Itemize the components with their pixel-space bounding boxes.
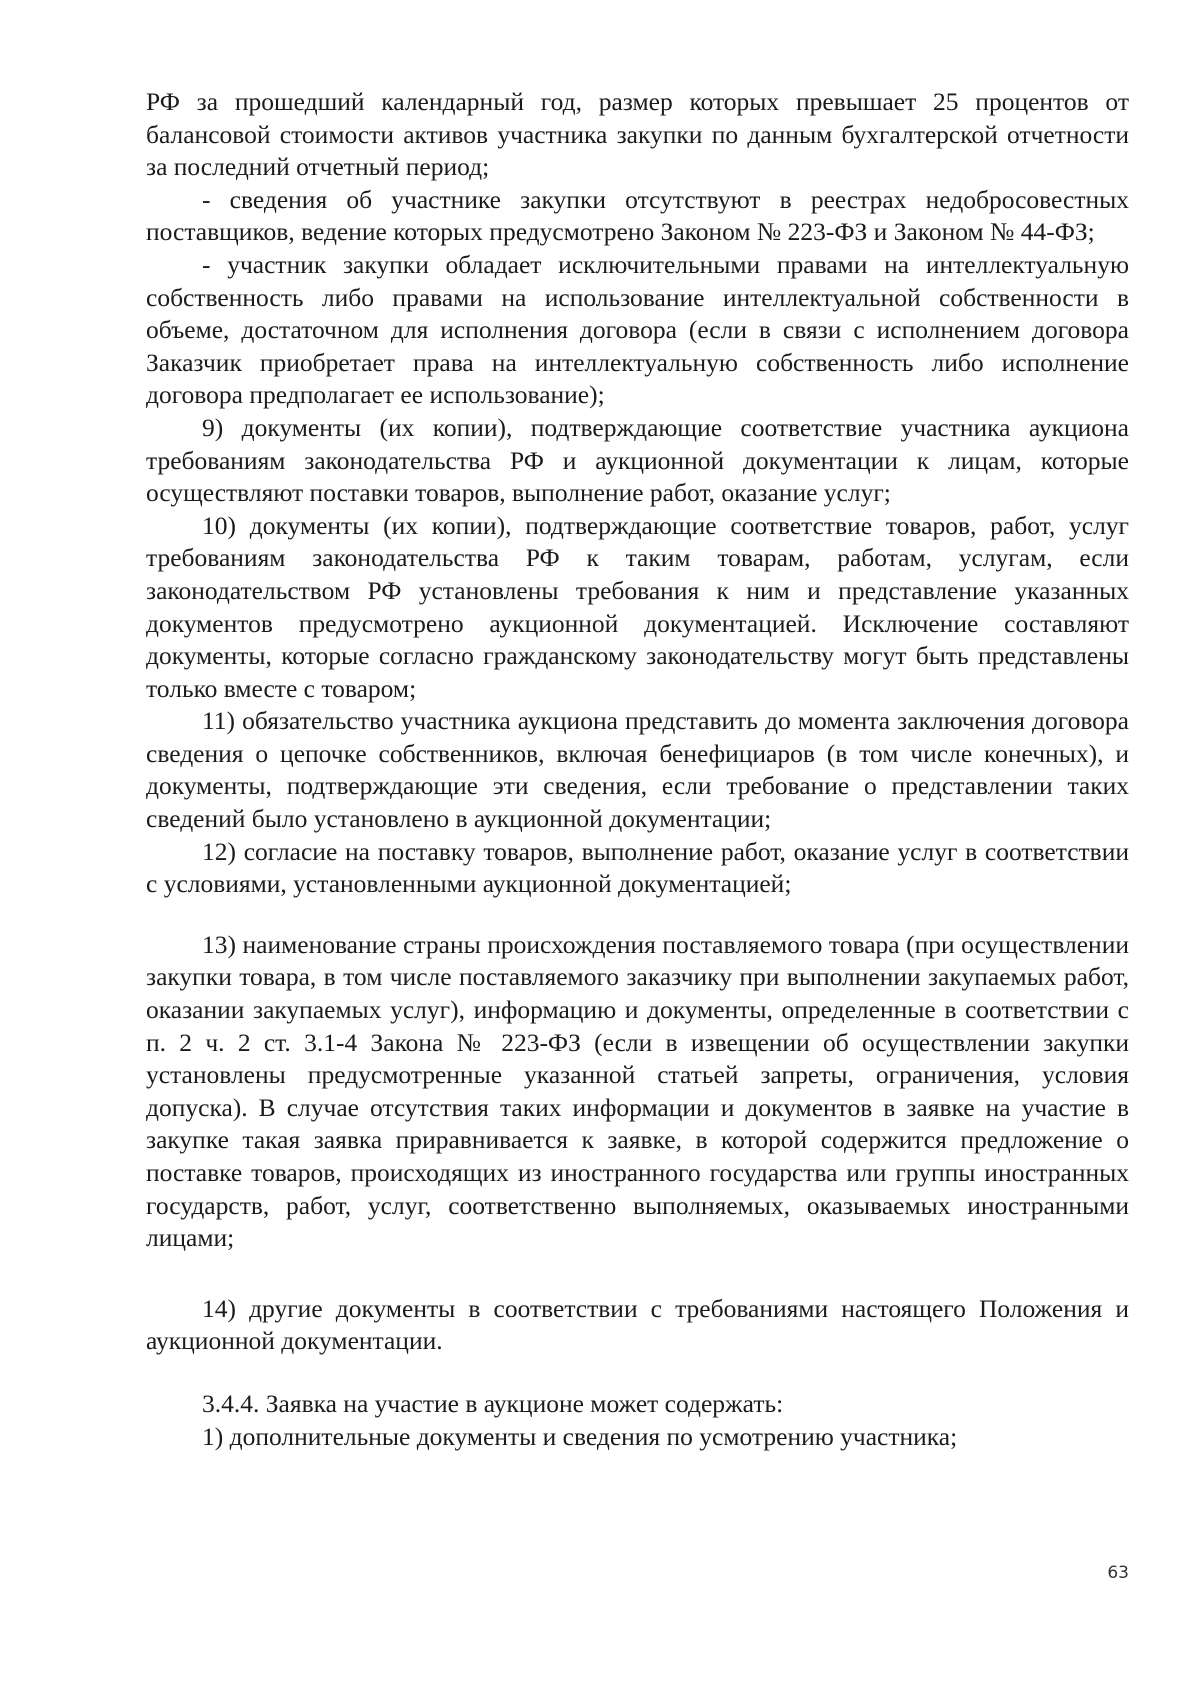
paragraph-item-10-goods-compliance-documents: 10) документы (их копии), подтверждающие соответствие товаров, работ, услуг требованиям законодательства РФ к таким товарам, работам, услугам, если законодательством РФ установлены требования к ним и представление указанных документов предусмотрено аукционной документацией. Исключение составляют документы, которые согласно гражданскому законодательству могут быть представлены только вместе с товаром; — [146, 510, 1129, 703]
section-heading-3-4-4: 3.4.4. Заявка на участие в аукционе может содержать: — [202, 1388, 784, 1418]
paragraph-item-9-participant-documents: 9) документы (их копии), подтверждающие соответствие участника аукциона требованиям законодательства РФ и аукционной документации к лицам, которые осуществляют поставки товаров, выполнение работ, оказание услуг; — [146, 412, 1129, 508]
paragraph-item-11-ownership-chain-obligation: 11) обязательство участника аукциона представить до момента заключения договора сведения о цепочке собственников, включая бенефициаров (в том числе конечных), и документы, подтверждающие эти сведения, если требование о представлении таких сведений было установлено в аукционной документации; — [146, 706, 1129, 834]
paragraph-unscrupulous-suppliers-register: - сведения об участнике закупки отсутствуют в реестрах недобросовестных поставщиков, ведение которых предусмотрено Законом № 223-ФЗ и Законом № 44-ФЗ; — [146, 184, 1129, 247]
paragraph-item-14-other-documents: 14) другие документы в соответствии с требованиями настоящего Положения и аукционной документации. — [146, 1293, 1129, 1356]
document-body — [146, 86, 1129, 1453]
page-number: 63 — [1107, 1563, 1129, 1583]
paragraph-intellectual-property-rights: - участник закупки обладает исключительными правами на интеллектуальную собственность либо правами на использование интеллектуальной собственности в объеме, достаточном для исполнения договора (если в связи с исполнением договора Заказчик приобретает права на интеллектуальную собственность либо исполнение договора предполагает ее использование); — [146, 249, 1129, 410]
paragraph-item-13-country-of-origin: 13) наименование страны происхождения поставляемого товара (при осуществлении закупки товара, в том числе поставляемого заказчику при выполнении закупаемых работ, оказании закупаемых услуг), информацию и документы, определенные в соответствии с п. 2 ч. 2 ст. 3.1-4 Закона № 223-ФЗ (если в извещении об осуществлении закупки установлены предусмотренные указанной статьей запреты, ограничения, условия допуска). В случае отсутствия таких информации и документов в заявке на участие в закупке такая заявка приравнивается к заявке, в которой содержится предложение о поставке товаров, происходящих из иностранного государства или группы иностранных государств, работ, услуг, соответственно выполняемых, оказываемых иностранными лицами; — [146, 929, 1129, 1253]
paragraph-item-12-consent: 12) согласие на поставку товаров, выполнение работ, оказание услуг в соответствии с условиями, установленными аукционной документацией; — [146, 836, 1129, 899]
paragraph-optional-item-1: 1) дополнительные документы и сведения по усмотрению участника; — [202, 1421, 958, 1451]
paragraph-continuation-balance-assets: РФ за прошедший календарный год, размер которых превышает 25 процентов от балансовой стоимости активов участника закупки по данным бухгалтерской отчетности за последний отчетный период; — [146, 87, 1129, 182]
